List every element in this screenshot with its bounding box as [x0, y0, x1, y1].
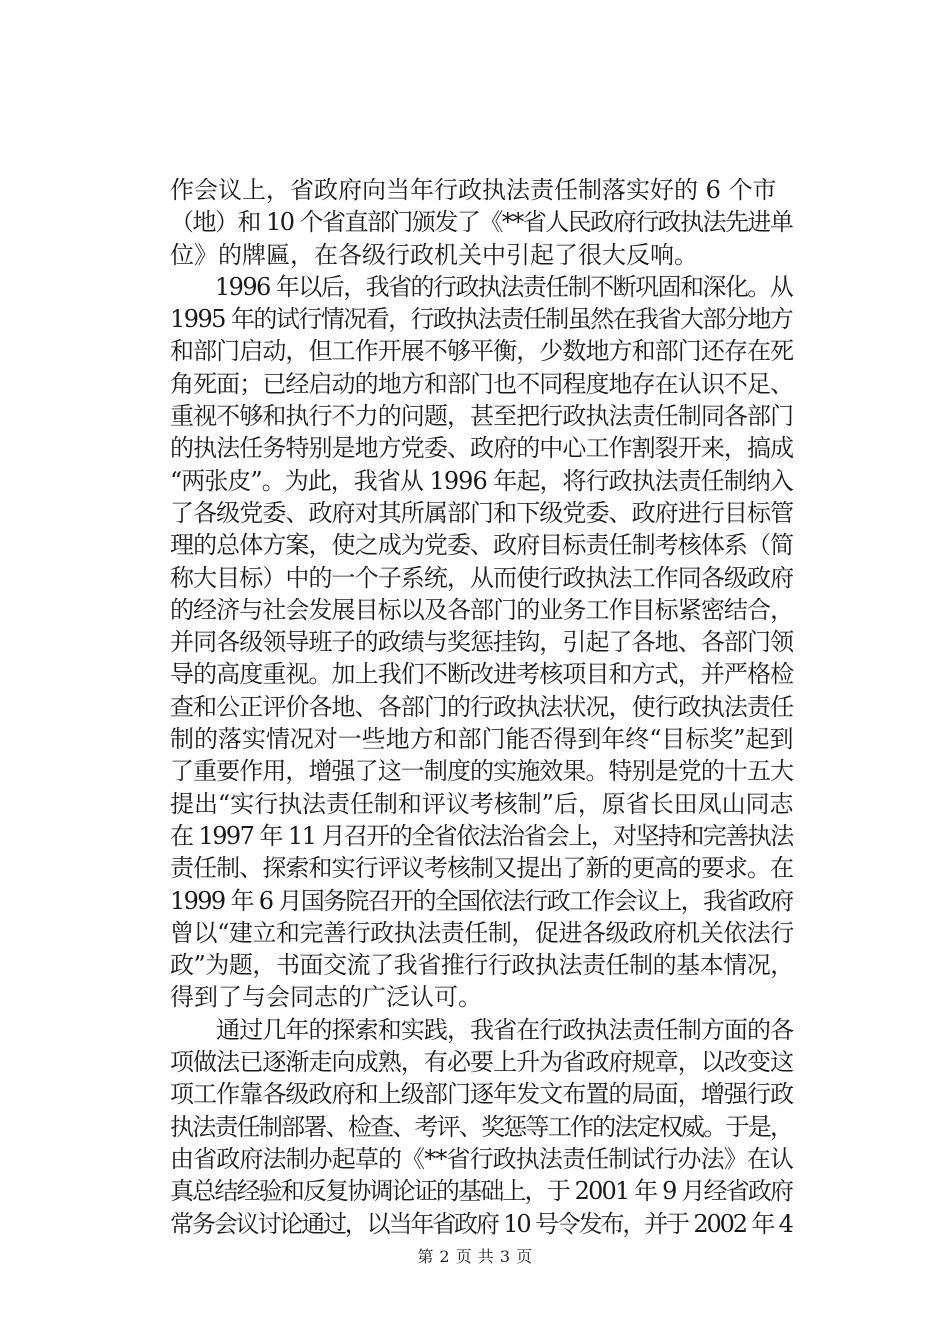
text-line: 责任制、探索和实行评议考核制又提出了新的更高的要求。在 [170, 854, 794, 883]
text-line: 位》的牌匾，在各级行政机关中引起了很大反响。 [170, 240, 698, 269]
text-line: （地）和 10 个省直部门颁发了《**省人民政府行政执法先进单 [170, 208, 793, 237]
text-line: 得到了与会同志的广泛认可。 [170, 983, 482, 1012]
text-line: 了各级党委、政府对其所属部门和下级党委、政府进行目标管 [170, 498, 794, 527]
text-line: 提出“实行执法责任制和评议考核制”后，原省长田凤山同志 [170, 789, 794, 818]
text-line: 并同各级领导班子的政绩与奖惩挂钩，引起了各地、各部门领 [170, 628, 794, 657]
text-line: 由省政府法制办起草的《**省行政执法责任制试行办法》在认 [170, 1144, 794, 1173]
text-line: 重视不够和执行不力的问题，甚至把行政执法责任制同各部门 [170, 402, 794, 431]
text-line: 项工作靠各级政府和上级部门逐年发文布置的局面，增强行政 [170, 1080, 794, 1109]
text-line: 1995 年的试行情况看，行政执法责任制虽然在我省大部分地方 [170, 305, 793, 334]
text-line: 常务会议讨论通过，以当年省政府 10 号令发布，并于 2002 年 4 [170, 1209, 792, 1238]
text-line: 角死面；已经启动的地方和部门也不同程度地存在认识不足、 [170, 369, 794, 398]
text-line: “两张皮”。为此，我省从 1996 年起，将行政执法责任制纳入 [170, 466, 793, 495]
text-line: 导的高度重视。加上我们不断改进考核项目和方式，并严格检 [170, 660, 794, 689]
text-line: 了重要作用，增强了这一制度的实施效果。特别是党的十五大 [170, 757, 794, 786]
text-line: 在 1997 年 11 月召开的全省依法治省会上，对坚持和完善执法 [170, 821, 793, 850]
text-line: 曾以“建立和完善行政执法责任制，促进各级政府机关依法行 [170, 918, 794, 947]
text-line: 理的总体方案，使之成为党委、政府目标责任制考核体系（简 [170, 531, 794, 560]
text-line: 的执法任务特别是地方党委、政府的中心工作割裂开来，搞成 [170, 434, 794, 463]
page-footer: 第 2 页 共 3 页 [417, 1247, 533, 1266]
text-line: 制的落实情况对一些地方和部门能否得到年终“目标奖”起到 [170, 725, 794, 754]
text-line: 通过几年的探索和实践，我省在行政执法责任制方面的各 [170, 1015, 794, 1044]
text-line: 查和公正评价各地、各部门的行政执法状况，使行政执法责任 [170, 692, 794, 721]
text-line: 称大目标）中的一个子系统，从而使行政执法工作同各级政府 [170, 563, 794, 592]
text-line: 的经济与社会发展目标以及各部门的业务工作目标紧密结合， [170, 595, 794, 624]
text-line: 和部门启动，但工作开展不够平衡，少数地方和部门还存在死 [170, 337, 794, 366]
text-line: 项做法已逐渐走向成熟，有必要上升为省政府规章，以改变这 [170, 1048, 794, 1077]
text-line: 真总结经验和反复协调论证的基础上，于 2001 年 9 月经省政府 [170, 1177, 793, 1206]
text-line: 执法责任制部署、检查、考评、奖惩等工作的法定权威。于是， [170, 1112, 793, 1141]
text-line: 作会议上，省政府向当年行政执法责任制落实好的 6 个市 [170, 176, 777, 204]
body-text [170, 174, 794, 1240]
text-line: 1996 年以后，我省的行政执法责任制不断巩固和深化。从 [170, 272, 793, 301]
text-line: 1999 年 6 月国务院召开的全国依法行政工作会议上，我省政府 [170, 886, 793, 915]
text-line: 政”为题，书面交流了我省推行行政执法责任制的基本情况， [170, 951, 794, 980]
